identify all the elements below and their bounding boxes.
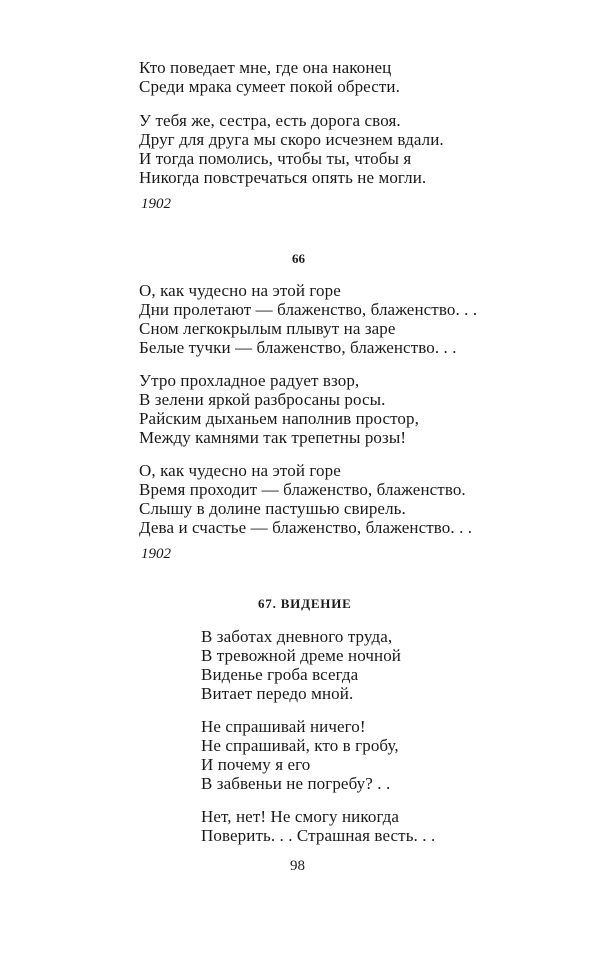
poem65-s2-line4: Никогда повстречаться опять не могли. [139, 168, 427, 187]
poem66-s3-line3: Слышу в долине пастушью свирель. [139, 499, 406, 518]
poem67-s3-line1: Нет, нет! Не смогу никогда [201, 807, 400, 826]
poem67-s2-line3: И почему я его [201, 755, 311, 774]
poem65-s2-line2: Друг для друга мы скоро исчезнем вдали. [139, 130, 444, 149]
poem66-s2-line4: Между камнями так трепетны розы! [139, 428, 407, 447]
poem65-s2-line3: И тогда помолись, чтобы ты, чтобы я [139, 149, 412, 168]
poem66-s1-line4: Белые тучки — блаженство, блаженство. . . [139, 338, 457, 357]
poem65-s1-line2: Среди мрака сумеет покой обрести. [139, 77, 400, 96]
poem66-number: 66 [292, 251, 305, 266]
poem65-year: 1902 [141, 196, 171, 212]
poem67-s2-line1: Не спрашивай ничего! [201, 717, 366, 736]
poem66-s3-line1: О, как чудесно на этой горе [139, 461, 341, 480]
poem65-s2-line1: У тебя же, сестра, есть дорога своя. [139, 111, 401, 130]
page-number: 98 [290, 858, 305, 874]
poem67-s2-line2: Не спрашивай, кто в гробу, [201, 736, 399, 755]
poem67-s1-line1: В заботах дневного труда, [201, 627, 393, 646]
poem66-s1-line2: Дни пролетают — блаженство, блаженство. . . [139, 300, 478, 319]
poem66-s3-line2: Время проходит — блаженство, блаженство. [139, 480, 466, 499]
poem67-s1-line4: Витает передо мной. [201, 684, 354, 703]
poem67-s3-line2: Поверить. . . Страшная весть. . . [201, 826, 436, 845]
poem67-s1-line2: В тревожной дреме ночной [201, 646, 401, 665]
poem66-s2-line3: Райским дыханьем наполнив простор, [139, 409, 419, 428]
poem66-s2-line2: В зелени яркой разбросаны росы. [139, 390, 386, 409]
poem66-s3-line4: Дева и счастье — блаженство, блаженство. . . [139, 518, 473, 537]
poem67-title: 67. ВИДЕНИЕ [258, 596, 352, 611]
poem66-s1-line1: О, как чудесно на этой горе [139, 281, 341, 300]
poem66-s2-line1: Утро прохладное радует взор, [139, 371, 360, 390]
poem65-s1-line1: Кто поведает мне, где она наконец [139, 58, 392, 77]
poem66-s1-line3: Сном легкокрылым плывут на заре [139, 319, 396, 338]
poem67-s2-line4: В забвеньи не погребу? . . [201, 774, 391, 793]
poem66-year: 1902 [141, 546, 171, 562]
poem67-s1-line3: Виденье гроба всегда [201, 665, 359, 684]
